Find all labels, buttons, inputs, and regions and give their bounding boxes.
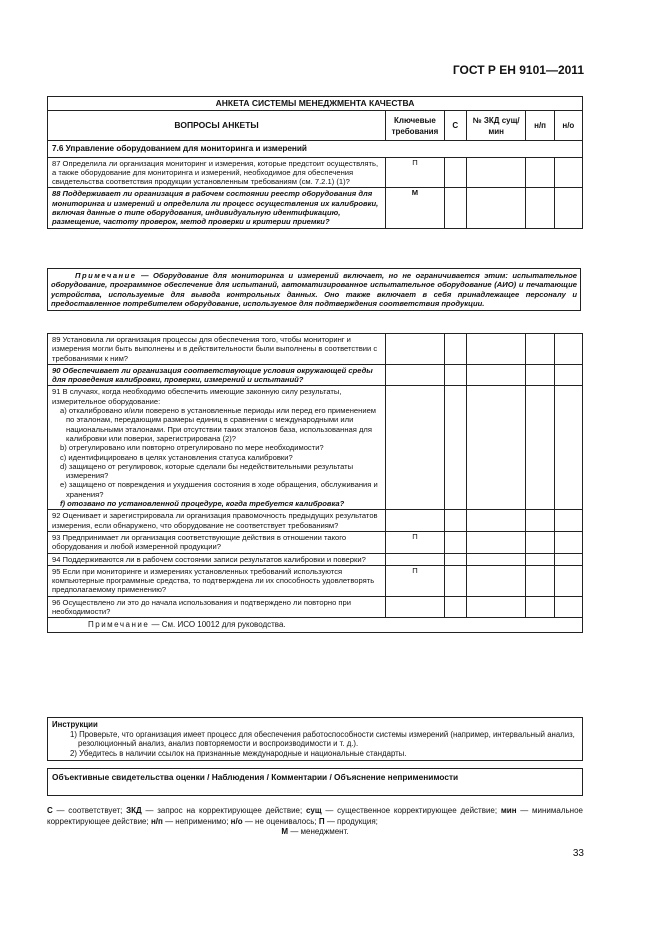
answer-cell[interactable] bbox=[444, 553, 466, 565]
legend-text: — не оценивалось; bbox=[242, 816, 319, 826]
answer-cell[interactable] bbox=[466, 188, 526, 228]
answer-cell[interactable] bbox=[554, 596, 582, 618]
question-95: 95 Если при мониторинге и измерениях установленных требований используются компьютерные программные средства, то подтверждена ли их способность удовлетворять предполагаемому применению? bbox=[48, 565, 386, 596]
answer-cell[interactable] bbox=[554, 565, 582, 596]
answer-cell[interactable] bbox=[526, 157, 554, 188]
answer-cell[interactable] bbox=[444, 157, 466, 188]
key-requirement bbox=[386, 510, 445, 532]
key-requirement bbox=[386, 596, 445, 618]
questionnaire-table-1 bbox=[47, 96, 583, 229]
answer-cell[interactable] bbox=[466, 334, 526, 365]
question-91-text: 91 В случаях, когда необходимо обеспечить имеющие законную силу результаты, измерительное оборудование: bbox=[52, 387, 342, 406]
legend-key: П bbox=[318, 816, 325, 826]
answer-cell[interactable] bbox=[466, 531, 526, 553]
answer-cell[interactable] bbox=[444, 188, 466, 228]
question-91-b: b) отрегулировано или повторно отрегулировано по мере необходимости? bbox=[60, 443, 324, 453]
question-91 bbox=[48, 386, 386, 510]
answer-cell[interactable] bbox=[466, 553, 526, 565]
note-text: — См. ИСО 10012 для руководства. bbox=[149, 620, 286, 630]
table-row bbox=[48, 565, 583, 596]
col-np: н/п bbox=[526, 111, 554, 141]
table-row bbox=[48, 364, 583, 386]
answer-cell[interactable] bbox=[554, 553, 582, 565]
key-requirement bbox=[386, 334, 445, 365]
instructions-box bbox=[47, 717, 583, 761]
document-header: ГОСТ Р ЕН 9101—2011 bbox=[452, 63, 584, 77]
legend-key: н/п bbox=[150, 816, 163, 826]
answer-cell[interactable] bbox=[554, 334, 582, 365]
answer-cell[interactable] bbox=[526, 531, 554, 553]
note-iso bbox=[48, 618, 583, 632]
instruction-item: 1) Проверьте, что организация имеет процесс для обеспечения работоспособности системы измерений (например, интервальный анализ, резолюционный анализ, анализ повторяемости и воспроизводимости и т. д.). bbox=[70, 729, 575, 749]
question-87: 87 Определила ли организация мониторинг и измерения, которые предстоит осуществлять, а также оборудование для мониторинга и измерений, необходимое для обеспечения свидетельства соответствия продукции установленным требованиям (см. 7.2.1) (1)? bbox=[48, 157, 386, 188]
legend-text: — соответствует; bbox=[52, 806, 127, 815]
question-89: 89 Установила ли организация процессы для обеспечения того, чтобы мониторинг и измерения могли быть выполнены и в действительности были выполнены в соответствии с требованиями к ним? bbox=[48, 334, 386, 365]
table-row bbox=[48, 334, 583, 365]
key-requirement: П bbox=[386, 157, 445, 188]
table-row bbox=[48, 553, 583, 565]
col-c: С bbox=[444, 111, 466, 141]
answer-cell[interactable] bbox=[526, 510, 554, 532]
question-91-f: f) отозвано по установленной процедуре, когда требуется калибровка? bbox=[60, 499, 345, 509]
note-label: Примечание bbox=[88, 620, 150, 630]
key-requirement: М bbox=[386, 188, 445, 228]
answer-cell[interactable] bbox=[526, 565, 554, 596]
question-91-a: а) откалибровано и/или поверено в установленные периоды или перед его применением по эталонам, передающим размеры единиц в сравнении с международными или национальными эталонами. При отсутствии таких эталонов база, использованная для калибровки или поверки, зарегистрирована (2)? bbox=[60, 406, 377, 443]
answer-cell[interactable] bbox=[466, 157, 526, 188]
question-96: 96 Осуществлено ли это до начала использования и подтверждено ли повторно при необходимости? bbox=[48, 596, 386, 618]
table-row bbox=[48, 386, 583, 510]
answer-cell[interactable] bbox=[466, 596, 526, 618]
question-91-d: d) защищено от регулировок, которые сделали бы недействительными результаты измерения? bbox=[60, 461, 354, 481]
answer-cell[interactable] bbox=[466, 364, 526, 386]
table-row bbox=[48, 188, 583, 228]
answer-cell[interactable] bbox=[526, 188, 554, 228]
instructions-title: Инструкции bbox=[52, 720, 98, 729]
answer-cell[interactable] bbox=[554, 188, 582, 228]
legend-text: — существенное корректирующее действие; bbox=[321, 806, 501, 815]
evidence-box[interactable] bbox=[47, 768, 583, 796]
question-92: 92 Оценивает и зарегистрировала ли организация правомочность предыдущих результатов измерения, если обнаружено, что оборудование не соответствует требованиям? bbox=[48, 510, 386, 532]
key-requirement: П bbox=[386, 531, 445, 553]
table-row bbox=[48, 157, 583, 188]
legend-text: — менеджмент. bbox=[288, 827, 349, 836]
question-91-e: e) защищено от повреждения и ухудшения состояния в ходе обращения, обслуживания и хранения? bbox=[60, 480, 378, 499]
legend-text: — неприменимо; bbox=[162, 816, 231, 826]
answer-cell[interactable] bbox=[526, 364, 554, 386]
answer-cell[interactable] bbox=[554, 510, 582, 532]
legend-text: — продукция; bbox=[324, 816, 378, 826]
key-requirement bbox=[386, 386, 445, 510]
question-91-c: c) идентифицировано в целях установления статуса калибровки? bbox=[60, 452, 293, 462]
legend-key: мин bbox=[500, 806, 517, 815]
table-title: АНКЕТА СИСТЕМЫ МЕНЕДЖМЕНТА КАЧЕСТВА bbox=[48, 97, 583, 111]
col-questions: ВОПРОСЫ АНКЕТЫ bbox=[48, 111, 386, 141]
legend-key: С bbox=[47, 806, 53, 815]
answer-cell[interactable] bbox=[444, 531, 466, 553]
page-number: 33 bbox=[572, 848, 584, 859]
answer-cell[interactable] bbox=[526, 553, 554, 565]
answer-cell[interactable] bbox=[444, 364, 466, 386]
question-90: 90 Обеспечивает ли организация соответствующие условия окружающей среды для проведения калибровки, проверки, измерений и испытаний? bbox=[48, 364, 386, 386]
question-93: 93 Предпринимает ли организация соответствующие действия в отношении такого оборудования и любой измеренной продукции? bbox=[48, 531, 386, 553]
answer-cell[interactable] bbox=[444, 596, 466, 618]
note-label: Примечание bbox=[75, 271, 137, 280]
table-row bbox=[48, 596, 583, 618]
question-88: 88 Поддерживает ли организация в рабочем состоянии реестр оборудования для мониторинга и измерений и определила ли процесс осуществления их калибровки, включая данные о типе оборудования, индивидуальную идентификацию, размещение, частоту проверок, метод проверки и критерии приемки? bbox=[48, 188, 386, 228]
table-row bbox=[48, 510, 583, 532]
legend-text: — минимальное корректирующее действие; bbox=[47, 806, 583, 826]
col-key-requirements: Ключевые требования bbox=[386, 111, 445, 141]
legend-key: н/о bbox=[230, 816, 243, 826]
legend bbox=[47, 806, 583, 838]
col-no: н/о bbox=[554, 111, 582, 141]
key-requirement: П bbox=[386, 565, 445, 596]
instruction-item: 2) Убедитесь в наличии ссылок на признанные международные и национальные стандарты. bbox=[70, 748, 407, 758]
evidence-title: Объективные свидетельства оценки / Наблюдения / Комментарии / Объяснение неприменимости bbox=[52, 772, 459, 782]
questionnaire-table-2 bbox=[47, 333, 583, 633]
question-94: 94 Поддерживаются ли в рабочем состоянии записи результатов калибровки и поверки? bbox=[48, 553, 386, 565]
section-heading: 7.6 Управление оборудованием для мониторинга и измерений bbox=[48, 141, 583, 157]
answer-cell[interactable] bbox=[526, 386, 554, 510]
answer-cell[interactable] bbox=[554, 364, 582, 386]
answer-cell[interactable] bbox=[466, 510, 526, 532]
answer-cell[interactable] bbox=[526, 334, 554, 365]
answer-cell[interactable] bbox=[444, 510, 466, 532]
answer-cell[interactable] bbox=[526, 596, 554, 618]
answer-cell[interactable] bbox=[444, 565, 466, 596]
key-requirement bbox=[386, 553, 445, 565]
legend-key: ЗКД bbox=[126, 806, 142, 815]
answer-cell[interactable] bbox=[444, 386, 466, 510]
legend-key: сущ bbox=[305, 806, 322, 815]
answer-cell[interactable] bbox=[554, 157, 582, 188]
note-text: — Оборудование для мониторинга и измерений включает, но не ограничивается этим: испытательное оборудование, программное обеспечение для испытаний, автоматизированное испытательное оборудование (АИО) и печатающие устройства, используемые для вывода контрольных данных. Оно также включает в себя принадлежащее персоналу и предоставленное потребителем оборудование, используемое для подтверждения соответствия продукции. bbox=[51, 271, 577, 308]
answer-cell[interactable] bbox=[466, 565, 526, 596]
note-equipment bbox=[47, 268, 581, 311]
answer-cell[interactable] bbox=[554, 531, 582, 553]
col-zkd: № ЗКД сущ/мин bbox=[466, 111, 526, 141]
answer-cell[interactable] bbox=[444, 334, 466, 365]
answer-cell[interactable] bbox=[554, 386, 582, 510]
legend-text: — запрос на корректирующее действие; bbox=[141, 806, 306, 815]
table-row bbox=[48, 531, 583, 553]
answer-cell[interactable] bbox=[466, 386, 526, 510]
key-requirement bbox=[386, 364, 445, 386]
legend-key: М bbox=[281, 827, 289, 836]
